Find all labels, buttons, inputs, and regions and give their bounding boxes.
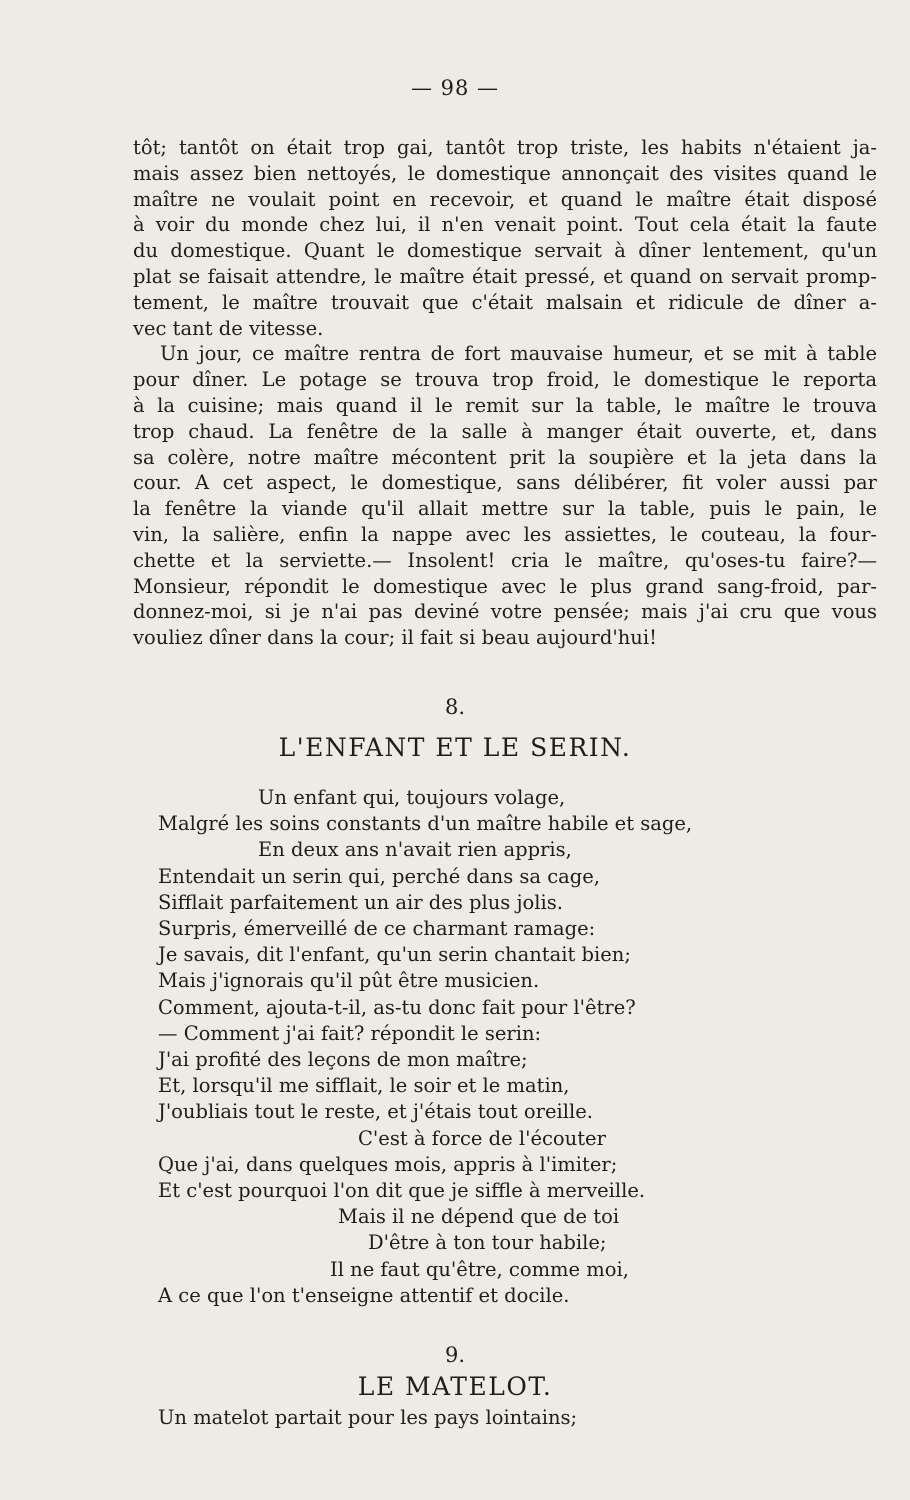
poem-verse: Malgré les soins constants d'un maître habile et sage,: [158, 812, 693, 836]
prose-line: chette et la serviette.— Insolent! cria le maître, qu'oses-tu faire?—: [133, 548, 877, 572]
prose-line: tôt; tantôt on était trop gai, tantôt trop triste, les habits n'étaient ja-: [133, 136, 877, 159]
prose-line: vouliez dîner dans la cour; il fait si beau aujourd'hui!: [133, 626, 657, 650]
poem-verse: J'ai profité des leçons de mon maître;: [158, 1048, 528, 1072]
poem-verse: Sifflait parfaitement un air des plus jolis.: [158, 890, 563, 914]
prose-line: vec tant de vitesse.: [133, 316, 324, 340]
poem-verse: Entendait un serin qui, perché dans sa cage,: [158, 864, 600, 888]
poem-verse: Mais il ne dépend que de toi: [338, 1205, 620, 1229]
prose-line: à la cuisine; mais quand il le remit sur la table, le maître le trouva: [133, 393, 877, 417]
prose-line: pour dîner. Le potage se trouva trop froid, le domestique le reporta: [133, 368, 877, 392]
prose-block: [133, 135, 877, 651]
poem-verse: Que j'ai, dans quelques mois, appris à l'imiter;: [158, 1152, 618, 1176]
prose-line: Monsieur, répondit le domestique avec le plus grand sang-froid, par-: [133, 574, 877, 598]
poem-verse: Il ne faut qu'être, comme moi,: [330, 1257, 629, 1281]
poem-verse: Je savais, dit l'enfant, qu'un serin chantait bien;: [158, 943, 631, 967]
prose-line: donnez-moi, si je n'ai pas deviné votre pensée; mais j'ai cru que vous: [133, 600, 877, 624]
section-8-title: L'ENFANT ET LE SERIN.: [278, 733, 632, 762]
poem-verse: En deux ans n'avait rien appris,: [258, 838, 572, 862]
section-8-number: 8.: [444, 695, 466, 719]
prose-line: mais assez bien nettoyés, le domestique annonçait des visites quand le: [133, 161, 877, 185]
poem-verse: J'oubliais tout le reste, et j'étais tout oreille.: [158, 1100, 593, 1124]
poem-verse: C'est à force de l'écouter: [358, 1126, 606, 1150]
prose-line: Un jour, ce maître rentra de fort mauvaise humeur, et se mit à table: [160, 342, 877, 366]
poem-verse: Un enfant qui, toujours volage,: [258, 786, 566, 809]
prose-line: maître ne voulait point en recevoir, et quand le maître était disposé: [133, 187, 877, 211]
prose-line: tement, le maître trouvait que c'était malsain et ridicule de dîner a-: [133, 290, 877, 314]
poem-block: [158, 785, 878, 1309]
poem-verse: Mais j'ignorais qu'il pût être musicien.: [158, 969, 540, 993]
prose-line: du domestique. Quant le domestique servait à dîner lentement, qu'un: [133, 239, 877, 263]
poem-verse: A ce que l'on t'enseigne attentif et docile.: [158, 1283, 570, 1307]
prose-line: vin, la salière, enfin la nappe avec les assiettes, le couteau, la four-: [133, 522, 877, 546]
section-9-title: LE MATELOT.: [357, 1372, 553, 1401]
poem-verse: — Comment j'ai fait? répondit le serin:: [158, 1021, 542, 1045]
section-9-first-line: Un matelot partait pour les pays lointains;: [158, 1406, 578, 1429]
poem-verse: Et c'est pourquoi l'on dit que je siffle à merveille.: [158, 1179, 646, 1203]
poem-verse: Et, lorsqu'il me sifflait, le soir et le matin,: [158, 1074, 570, 1098]
poem-verse: Comment, ajouta-t-il, as-tu donc fait pour l'être?: [158, 995, 636, 1019]
poem-verse: D'être à ton tour habile;: [368, 1231, 607, 1255]
prose-line: plat se faisait attendre, le maître était pressé, et quand on servait promp-: [133, 264, 877, 288]
prose-line: cour. A cet aspect, le domestique, sans délibérer, fit voler aussi par: [133, 471, 877, 495]
prose-line: trop chaud. La fenêtre de la salle à manger était ouverte, et, dans: [133, 419, 877, 443]
section-9-number: 9.: [444, 1343, 466, 1367]
prose-line: à voir du monde chez lui, il n'en venait point. Tout cela était la faute: [133, 213, 877, 237]
poem-verse: Surpris, émerveillé de ce charmant ramage:: [158, 917, 596, 941]
prose-line: sa colère, notre maître mécontent prit la soupière et la jeta dans la: [133, 445, 877, 469]
page-number: — 98 —: [410, 76, 500, 100]
prose-line: la fenêtre la viande qu'il allait mettre sur la table, puis le pain, le: [133, 497, 877, 521]
